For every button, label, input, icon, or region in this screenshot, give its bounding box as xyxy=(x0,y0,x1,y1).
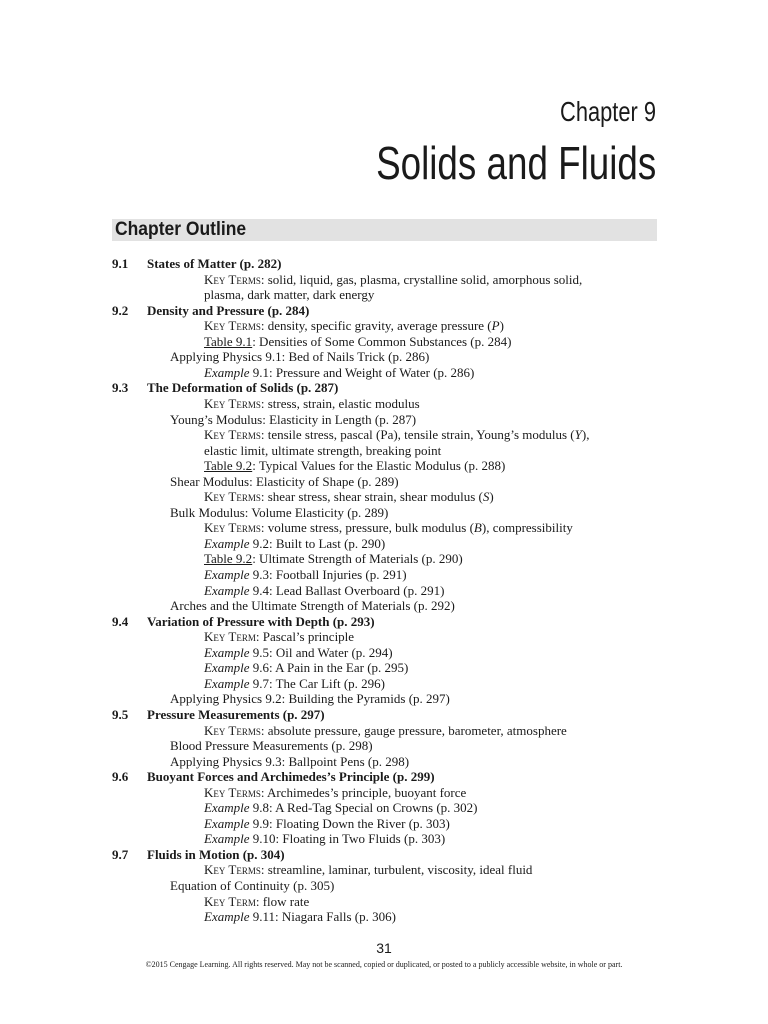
section-number: 9.4 xyxy=(112,613,129,629)
item-text: : Densities of Some Common Substances (p. 284) xyxy=(252,333,512,349)
item-text: : Typical Values for the Elastic Modulus (p. 288) xyxy=(252,458,506,474)
outline-detail xyxy=(204,396,420,411)
example-label: Example xyxy=(204,675,250,691)
key-terms-label: Key Term xyxy=(204,629,256,645)
example-label: Example xyxy=(204,644,250,660)
item-text: Blood Pressure Measurements (p. 298) xyxy=(170,738,373,754)
item-text: Arches and the Ultimate Strength of Materials (p. 292) xyxy=(170,598,455,614)
outline-detail xyxy=(204,909,396,924)
page-number: 31 xyxy=(376,940,392,956)
outline-detail xyxy=(204,816,450,831)
example-label: Example xyxy=(204,660,250,676)
item-text: : absolute pressure, gauge pressure, barometer, atmosphere xyxy=(260,722,567,738)
outline-detail xyxy=(204,334,511,349)
symbol-variable: Y xyxy=(574,427,582,443)
item-text: : Archimedes’s principle, buoyant force xyxy=(260,784,467,800)
outline-detail xyxy=(204,676,385,691)
key-terms-label: Key Terms xyxy=(204,722,261,738)
section-title: Variation of Pressure with Depth (p. 293) xyxy=(147,613,375,629)
table-reference: Table 9.1 xyxy=(204,333,253,349)
section-number: 9.3 xyxy=(112,380,129,396)
section-number: 9.2 xyxy=(112,302,129,318)
section-title: Fluids in Motion (p. 304) xyxy=(147,846,285,862)
item-text: : tensile stress, pascal (Pa), tensile strain, Young’s modulus ( xyxy=(260,427,575,443)
outline-detail xyxy=(204,287,374,302)
section-number: 9.6 xyxy=(112,769,129,785)
chapter-title: Solids and Fluids xyxy=(375,137,656,189)
item-text: 9.11: Niagara Falls (p. 306) xyxy=(249,909,396,925)
outline-detail xyxy=(204,583,444,598)
section-title: Buoyant Forces and Archimedes’s Principle (p. 299) xyxy=(147,769,435,785)
item-text-end: ) xyxy=(499,318,504,334)
outline-detail xyxy=(204,800,478,815)
item-text: Applying Physics 9.2: Building the Pyramids (p. 297) xyxy=(170,691,450,707)
item-text: Applying Physics 9.1: Bed of Nails Trick (p. 286) xyxy=(170,349,430,365)
key-terms-label: Key Terms xyxy=(204,862,261,878)
outline-subitem xyxy=(170,349,429,364)
section-number: 9.7 xyxy=(112,846,129,862)
item-text: : flow rate xyxy=(255,893,310,909)
section-title: The Deformation of Solids (p. 287) xyxy=(147,380,339,396)
item-text-end: ), xyxy=(581,427,590,443)
item-text: 9.2: Built to Last (p. 290) xyxy=(249,535,386,551)
outline-detail xyxy=(204,365,474,380)
example-label: Example xyxy=(204,909,250,925)
key-terms-label: Key Terms xyxy=(204,271,261,287)
symbol-variable: P xyxy=(491,318,500,334)
example-label: Example xyxy=(204,535,250,551)
item-text: Young’s Modulus: Elasticity in Length (p. 287) xyxy=(170,411,417,427)
item-text: 9.9: Floating Down the River (p. 303) xyxy=(249,815,450,831)
item-text: 9.8: A Red-Tag Special on Crowns (p. 302) xyxy=(249,800,478,816)
item-text: : volume stress, pressure, bulk modulus ( xyxy=(260,520,474,536)
copyright-notice: ©2015 Cengage Learning. All rights reserved. May not be scanned, copied or duplicated, or posted to a publicly accessible website, in whole or part. xyxy=(145,960,623,969)
outline-detail xyxy=(204,567,407,582)
item-text-end: ) xyxy=(489,489,494,505)
item-text: : streamline, laminar, turbulent, viscosity, ideal fluid xyxy=(260,862,533,878)
outline-detail xyxy=(204,894,309,909)
outline-subitem xyxy=(170,691,450,706)
item-text: : Pascal’s principle xyxy=(255,629,355,645)
key-terms-label: Key Terms xyxy=(204,395,261,411)
section-title: Density and Pressure (p. 284) xyxy=(147,302,310,318)
outline-detail xyxy=(204,551,463,566)
outline-detail xyxy=(204,489,494,504)
item-text: : solid, liquid, gas, plasma, crystalline solid, amorphous solid, xyxy=(260,271,583,287)
outline-detail xyxy=(204,629,354,644)
outline-subitem xyxy=(170,738,373,753)
outline-detail xyxy=(204,427,589,442)
outline-detail xyxy=(204,536,385,551)
item-text: plasma, dark matter, dark energy xyxy=(204,287,375,303)
outline-detail xyxy=(204,520,573,535)
item-text: Shear Modulus: Elasticity of Shape (p. 289) xyxy=(170,473,399,489)
table-reference: Table 9.2 xyxy=(204,551,253,567)
section-number: 9.5 xyxy=(112,706,129,722)
key-terms-label: Key Terms xyxy=(204,427,261,443)
outline-subitem xyxy=(170,474,399,489)
item-text: : Ultimate Strength of Materials (p. 290) xyxy=(252,551,463,567)
item-text: : density, specific gravity, average pressure ( xyxy=(260,318,492,334)
chapter-label: Chapter 9 xyxy=(560,96,656,127)
item-text-end: ), compressibility xyxy=(481,520,573,536)
section-title: States of Matter (p. 282) xyxy=(147,256,282,271)
outline-detail xyxy=(204,862,532,877)
item-text: : shear stress, shear strain, shear modulus ( xyxy=(260,489,483,505)
outline-heading-bar xyxy=(112,219,657,241)
outline-subitem xyxy=(170,505,388,520)
item-text: Equation of Continuity (p. 305) xyxy=(170,878,335,893)
example-label: Example xyxy=(204,567,250,582)
key-terms-label: Key Terms xyxy=(204,318,261,334)
item-text: 9.7: The Car Lift (p. 296) xyxy=(249,675,385,691)
section-title: Pressure Measurements (p. 297) xyxy=(147,706,325,722)
symbol-variable: B xyxy=(473,520,482,536)
outline-subitem xyxy=(170,598,455,613)
item-text: : stress, strain, elastic modulus xyxy=(260,395,420,411)
outline-detail xyxy=(204,318,504,333)
outline-detail xyxy=(204,645,393,660)
outline-detail xyxy=(204,660,408,675)
item-text: 9.4: Lead Ballast Overboard (p. 291) xyxy=(249,582,445,598)
outline-detail xyxy=(204,458,505,473)
outline-detail xyxy=(204,272,582,287)
key-terms-label: Key Terms xyxy=(204,520,261,536)
section-number: 9.1 xyxy=(112,256,129,271)
key-terms-label: Key Terms xyxy=(204,784,261,800)
example-label: Example xyxy=(204,815,250,831)
item-text: 9.3: Football Injuries (p. 291) xyxy=(249,567,407,582)
outline-subitem xyxy=(170,878,334,893)
outline-subitem xyxy=(170,754,409,769)
symbol-variable: S xyxy=(482,489,490,505)
outline-detail xyxy=(204,723,567,738)
outline-detail xyxy=(204,831,445,846)
item-text: Bulk Modulus: Volume Elasticity (p. 289) xyxy=(170,504,389,520)
item-text: Applying Physics 9.3: Ballpoint Pens (p. 298) xyxy=(170,753,410,769)
example-label: Example xyxy=(204,582,250,598)
key-terms-label: Key Terms xyxy=(204,489,261,505)
key-terms-label: Key Term xyxy=(204,893,256,909)
example-label: Example xyxy=(204,831,250,847)
item-text: 9.6: A Pain in the Ear (p. 295) xyxy=(249,660,409,676)
item-text: 9.10: Floating in Two Fluids (p. 303) xyxy=(249,831,446,847)
outline-detail xyxy=(204,785,466,800)
item-text: 9.1: Pressure and Weight of Water (p. 286) xyxy=(249,364,475,380)
item-text: elastic limit, ultimate strength, breaking point xyxy=(204,442,442,458)
outline-subitem xyxy=(170,412,416,427)
outline-detail xyxy=(204,443,441,458)
table-reference: Table 9.2 xyxy=(204,458,253,474)
item-text: 9.5: Oil and Water (p. 294) xyxy=(249,644,393,660)
example-label: Example xyxy=(204,364,250,380)
example-label: Example xyxy=(204,800,250,816)
outline-heading: Chapter Outline xyxy=(115,219,247,240)
